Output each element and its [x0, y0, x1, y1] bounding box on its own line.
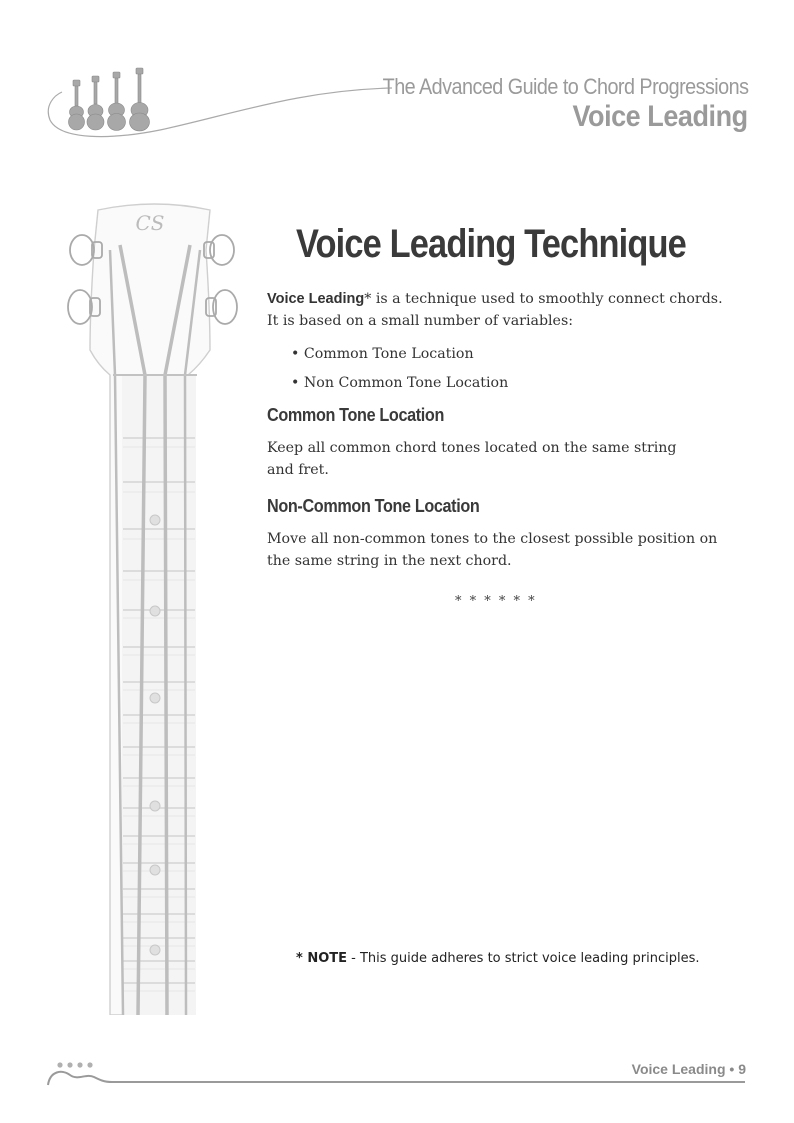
note-text: - This guide adheres to strict voice leading principles.	[347, 951, 700, 966]
page-number: 9	[738, 1061, 746, 1077]
ukulele-neck-illustration	[60, 190, 250, 1015]
non-common-tone-line1: Move all non-common tones to the closest possible position on	[267, 531, 718, 547]
common-tone-heading: Common Tone Location	[267, 405, 444, 425]
list-item: • Common Tone Location	[291, 346, 474, 362]
list-item: • Non Common Tone Location	[291, 375, 509, 391]
non-common-tone-heading: Non-Common Tone Location	[267, 496, 480, 516]
section-separator: * * * * * *	[455, 594, 537, 609]
note-label: * NOTE	[296, 951, 348, 966]
header-section-title: Voice Leading	[572, 100, 748, 133]
non-common-tone-paragraph	[267, 528, 737, 572]
non-common-tone-line2: the same string in the next chord.	[267, 553, 512, 569]
intro-paragraph	[267, 288, 737, 332]
intro-line2: It is based on a small number of variables:	[267, 313, 574, 329]
common-tone-paragraph	[267, 437, 727, 481]
headstock-monogram: CS	[135, 211, 165, 235]
footer-section: Voice Leading	[631, 1061, 726, 1077]
common-tone-line2: and fret.	[267, 462, 329, 478]
guide-title: The Advanced Guide to Chord Progressions	[382, 74, 748, 99]
page-title: Voice Leading Technique	[296, 222, 686, 266]
variables-list	[291, 340, 508, 398]
intro-line1: * is a technique used to smoothly connect chords.	[364, 291, 723, 307]
common-tone-line1: Keep all common chord tones located on the same string	[267, 440, 677, 456]
page-footer	[632, 1061, 746, 1077]
footnote	[296, 951, 700, 966]
ukulele-family-icon	[69, 68, 150, 131]
footer-separator: •	[725, 1061, 739, 1077]
intro-keyword: Voice Leading	[267, 291, 365, 307]
